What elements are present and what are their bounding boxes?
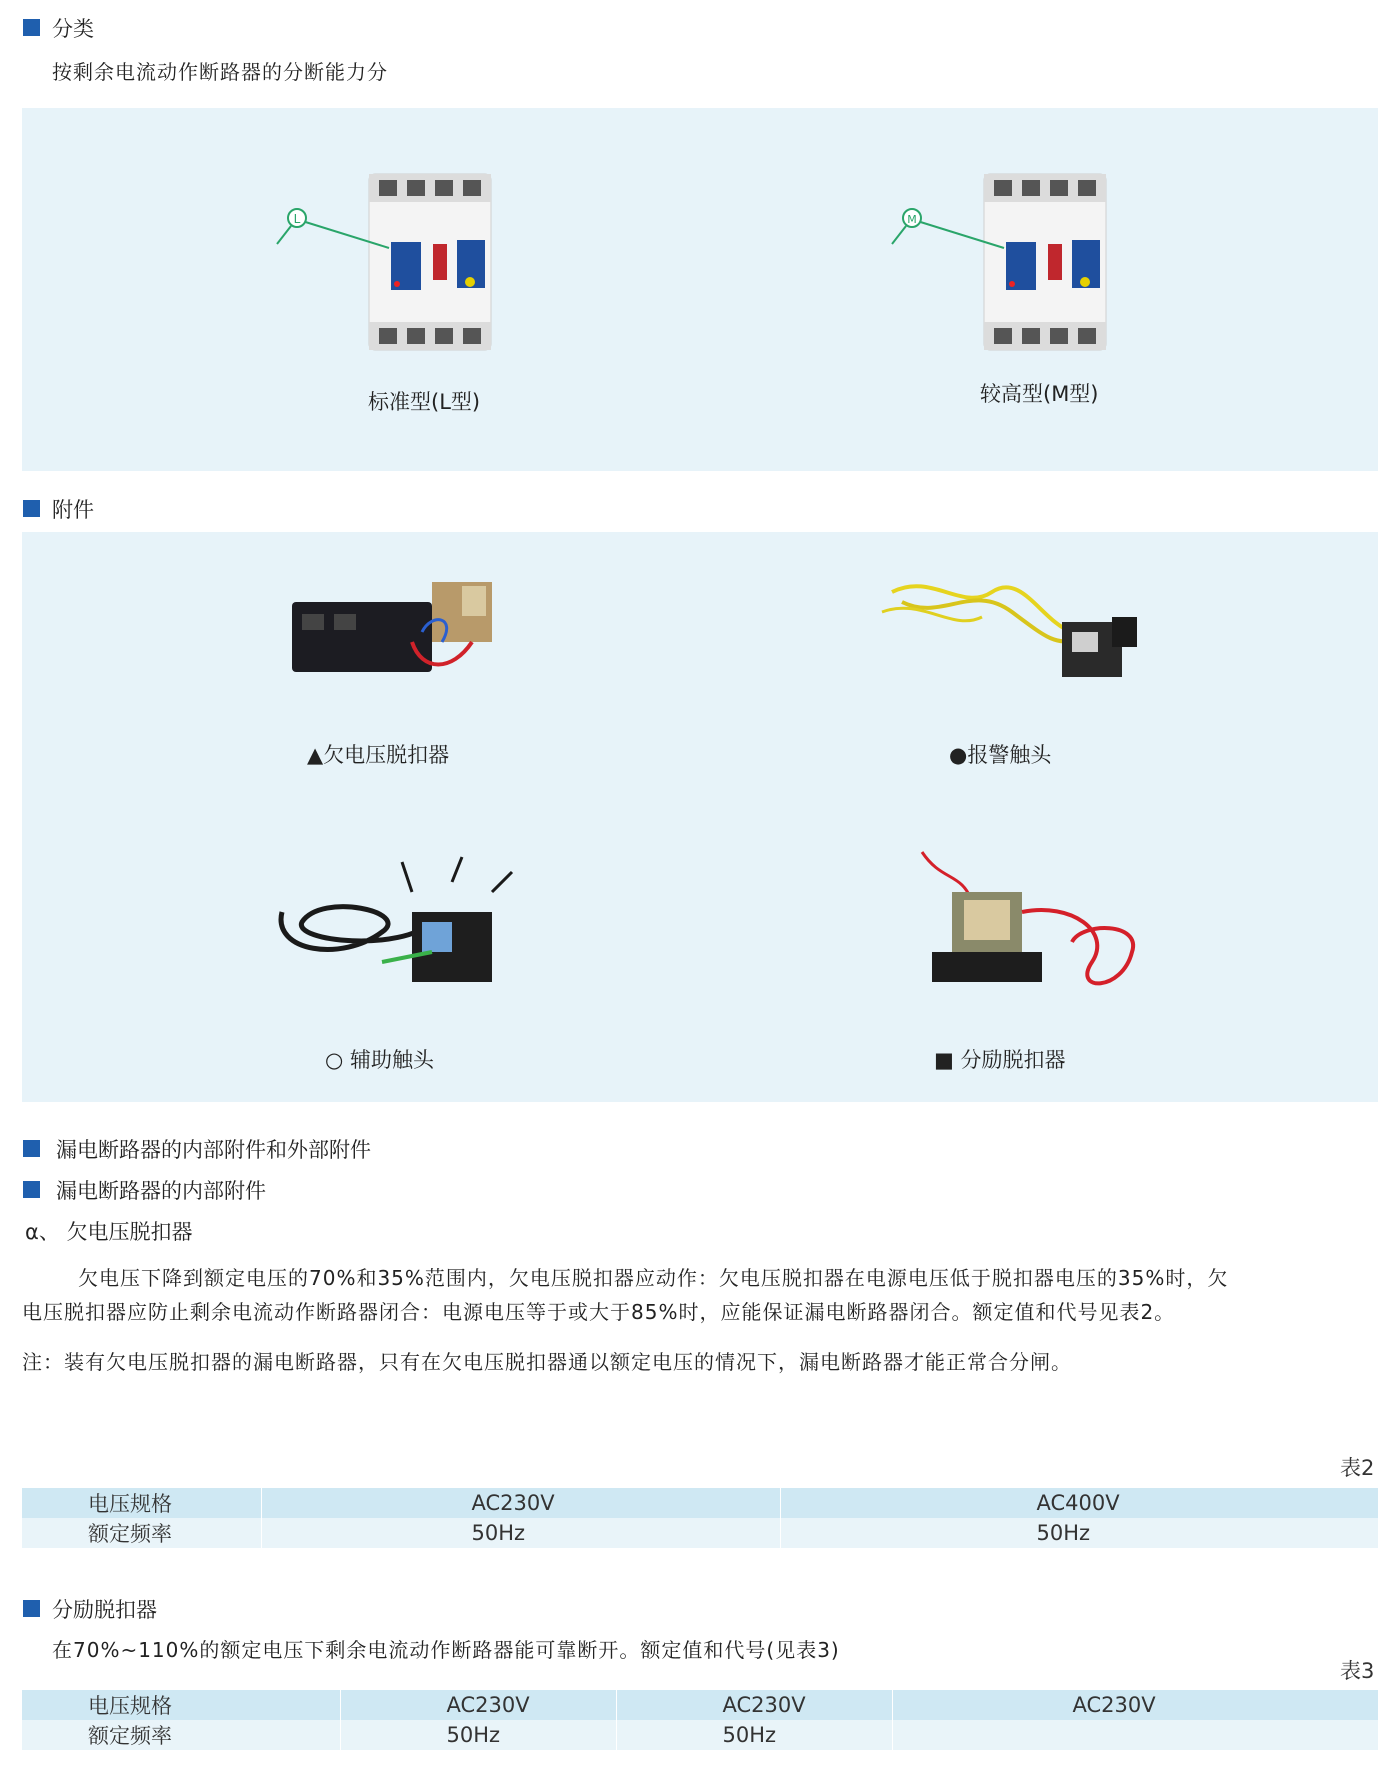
accessories-panel	[22, 532, 1378, 1102]
item-a-heading: α、 欠电压脱扣器	[25, 1220, 193, 1244]
table-cell: 电压规格	[22, 1690, 340, 1720]
section-heading-accessories: 附件	[52, 498, 94, 522]
heading-shunt-release: 分励脱扣器	[52, 1598, 157, 1622]
table-row	[22, 1488, 1378, 1518]
table-cell: AC230V	[261, 1488, 780, 1518]
svg-text:M: M	[907, 213, 917, 226]
table2	[22, 1488, 1378, 1548]
table-cell: 50Hz	[616, 1720, 892, 1750]
table-cell: 额定频率	[22, 1720, 340, 1750]
table-row	[22, 1518, 1378, 1548]
shunt-release-text: 在70%~110%的额定电压下剩余电流动作断路器能可靠断开。额定值和代号(见表3)	[52, 1638, 840, 1662]
caption-higher-type: 较高型(M型)	[980, 382, 1099, 406]
caption-auxiliary-contact: ○ 辅助触头	[325, 1048, 434, 1072]
table-cell	[892, 1720, 1378, 1750]
table-cell: 电压规格	[22, 1488, 261, 1518]
alarm-contact-image	[872, 562, 1162, 702]
table-cell: 额定频率	[22, 1518, 261, 1548]
table-cell: 50Hz	[340, 1720, 616, 1750]
table-cell: 50Hz	[780, 1518, 1378, 1548]
section-bullet-square	[23, 1140, 40, 1157]
note-text: 注：装有欠电压脱扣器的漏电断路器，只有在欠电压脱扣器通以额定电压的情况下，漏电断路器才能正常合分闸。	[22, 1350, 1072, 1374]
classification-panel	[22, 108, 1378, 471]
table2-tag: 表2	[1340, 1456, 1375, 1480]
heading-internal: 漏电断路器的内部附件	[56, 1179, 266, 1203]
table-cell: AC230V	[340, 1690, 616, 1720]
table-cell: AC230V	[892, 1690, 1378, 1720]
caption-standard-type: 标准型(L型)	[368, 390, 481, 414]
section-bullet-square	[23, 19, 40, 36]
table3-tag: 表3	[1340, 1659, 1375, 1683]
table-cell: AC400V	[780, 1488, 1378, 1518]
caption-undervoltage-release: ▲欠电压脱扣器	[307, 743, 450, 767]
caption-shunt-release: ■ 分励脱扣器	[934, 1048, 1066, 1072]
table-cell: AC230V	[616, 1690, 892, 1720]
svg-text:L: L	[293, 212, 301, 226]
table-cell: 50Hz	[261, 1518, 780, 1548]
section-heading-classification: 分类	[52, 17, 94, 41]
heading-internal-external: 漏电断路器的内部附件和外部附件	[56, 1138, 371, 1162]
table-row	[22, 1690, 1378, 1720]
shunt-release-image	[882, 842, 1152, 1012]
auxiliary-contact-image	[262, 852, 532, 1012]
undervoltage-release-image	[282, 572, 532, 692]
classification-subheading: 按剩余电流动作断路器的分断能力分	[52, 60, 388, 84]
breaker-m-image	[882, 168, 1122, 368]
section-bullet-square	[23, 1181, 40, 1198]
section-bullet-square	[23, 1600, 40, 1617]
paragraph-line-2: 电压脱扣器应防止剩余电流动作断路器闭合：电源电压等于或大于85%时，应能保证漏电断路器闭合。额定值和代号见表2。	[22, 1300, 1176, 1324]
table3	[22, 1690, 1378, 1750]
paragraph-line-1: 欠电压下降到额定电压的70%和35%范围内，欠电压脱扣器应动作：欠电压脱扣器在电源电压低于脱扣器电压的35%时，欠	[78, 1266, 1229, 1290]
section-bullet-square	[23, 500, 40, 517]
breaker-l-image	[267, 168, 507, 368]
caption-alarm-contact: ●报警触头	[949, 743, 1052, 767]
table-row	[22, 1720, 1378, 1750]
